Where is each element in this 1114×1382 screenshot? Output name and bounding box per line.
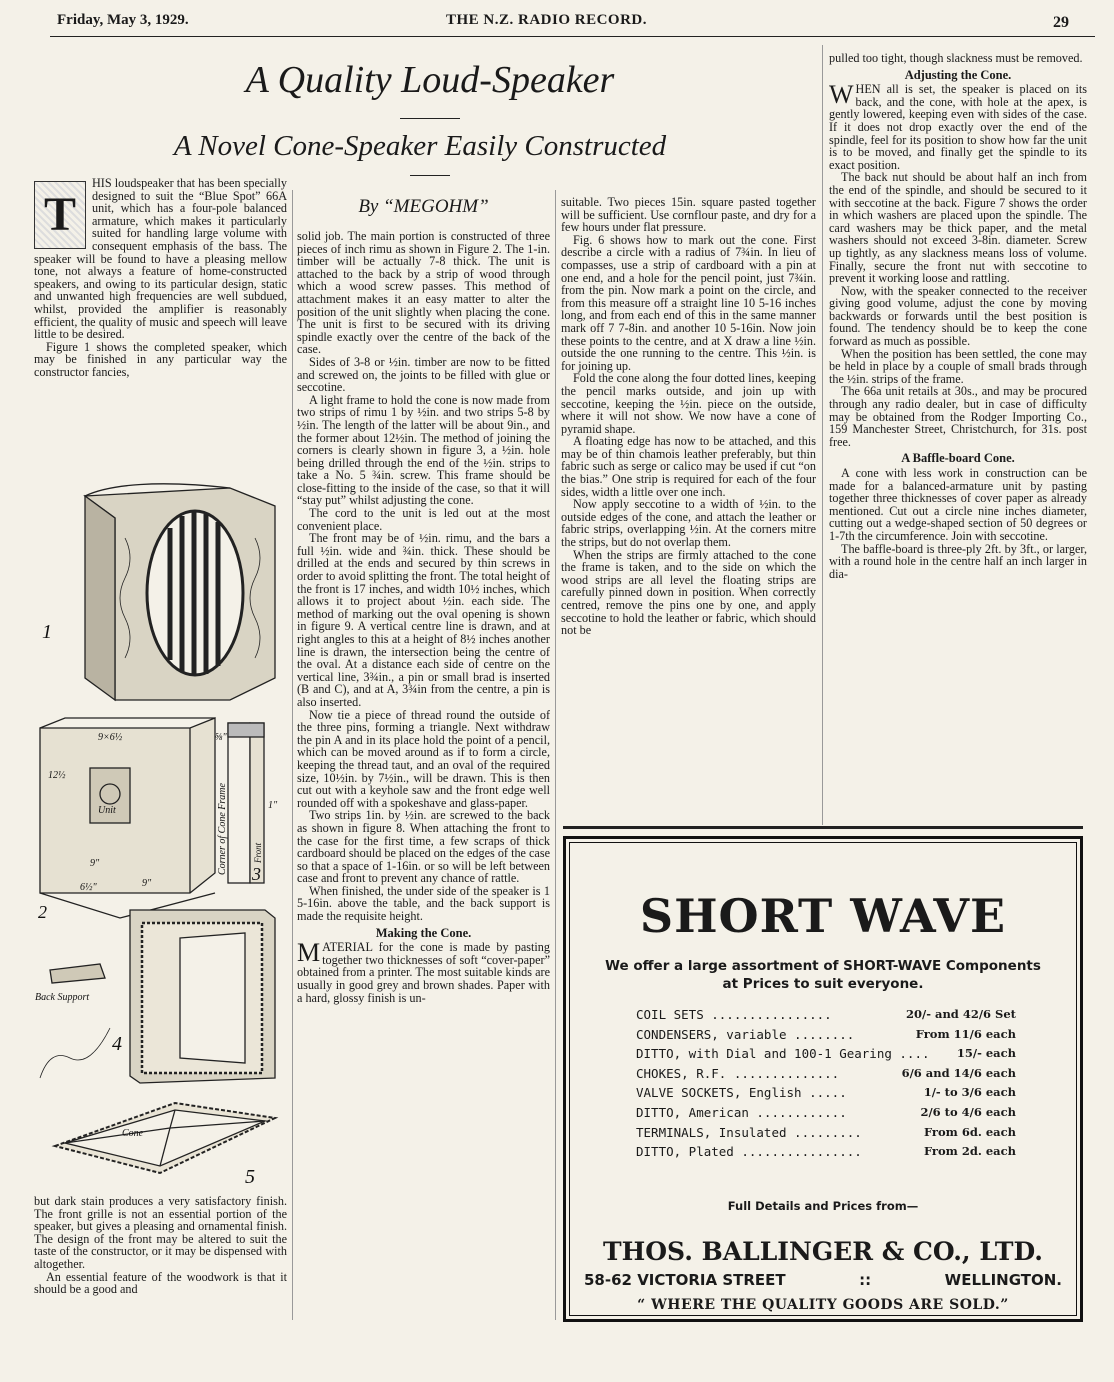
adjust-paragraph-4: When the position has been settled, the cone may be held in place by a couple of small brads through the ½in. strips of the frame. — [829, 346, 1087, 386]
price-item-price: From 11/6 each — [915, 1026, 1016, 1041]
price-item-name: TERMINALS, Insulated ......... — [636, 1124, 862, 1140]
making-cone-heading: Making the Cone. — [375, 925, 472, 940]
cone-label: Cone — [122, 1128, 144, 1139]
baffle-paragraph-1: A cone with less work in construction can be made for a balanced-armature unit by pasting together three thicknesses of cover paper as already mentioned. Cut out a circle nine inches diameter, cutting out a wedge-shaped section of 50 degrees or 1-7th the circumference. Join with seccotine. — [829, 466, 1087, 543]
ad-address — [584, 1271, 1062, 1289]
figure-3-number: 3 — [252, 864, 261, 884]
ad-headline: SHORT WAVE — [639, 889, 1007, 943]
adjusting-cone-heading: Adjusting the Cone. — [904, 67, 1012, 82]
making-paragraph: ATERIAL for the cone is made by pasting together two thicknesses of soft “cover-paper” obtained from a printer. The most suitable kinds are usually in good grey and brown shades. Paper with a hard, glossy finish is un- — [297, 940, 550, 1005]
column-1-bottom — [34, 1195, 287, 1320]
price-list-row — [636, 1046, 1016, 1066]
price-list-row — [636, 1144, 1016, 1164]
col4-continuation: pulled too tight, though slackness must be removed. — [829, 52, 1083, 65]
col3-paragraph-1: suitable. Two pieces 15in. square pasted together will be sufficient. Use cornflour paste, and dry for a few hours under flat pressure. — [561, 196, 816, 235]
figure-5-number: 5 — [245, 1166, 255, 1188]
ad-intro: We offer a large assortment of SHORT-WAVE Components at Prices to suit everyone. — [605, 958, 1041, 992]
price-item-price: From 2d. each — [923, 1144, 1016, 1159]
col3-paragraph-3: Fold the cone along the four dotted lines, keeping the pencil marks outside, and join up with seccotine, keeping the ½in. piece on the outside, where it will not show. We now have a cone of pyramid shape. — [561, 371, 816, 436]
col2-paragraph-4: The cord to the unit is led out at the most convenient place. — [297, 506, 550, 533]
dimension-58: ⅝" — [215, 732, 227, 743]
price-item-price: 6/6 and 14/6 each — [901, 1065, 1016, 1080]
dimension-9a: 9" — [90, 858, 100, 869]
adjust-dropcap: W — [829, 80, 854, 110]
column-1-top — [34, 177, 287, 487]
col3-paragraph-6: When the strips are firmly attached to the cone the frame is taken, and to the side on which the wood strips are all level the floating strips are carefully pinned down in position. When correctly centred, remove the pins one by one, and apply seccotine to hold the leather or fabric, which should not be — [561, 547, 816, 638]
dimension-12: 12½ — [48, 770, 66, 781]
adjust-paragraph-1: HEN all is set, the speaker is placed on its back, and the cone, with hole at the apex, is gently lowered, keeping even with sides of the case. If it does not drop exactly over the end of the spindle, feel for its position to show how far the unit is to be moved, and finally get the spindle to its exact position. — [829, 82, 1087, 172]
col2-paragraph-2: Sides of 3-8 or ½in. timber are now to be fitted and screwed on, the joints to be filled with glue or seccotine. — [297, 354, 550, 395]
issue-date: Friday, May 3, 1929. — [57, 12, 189, 28]
article-subtitle: A Novel Cone-Speaker Easily Constructed — [173, 130, 667, 162]
column-divider — [822, 45, 823, 825]
price-item-price: 1/- to 3/6 each — [923, 1085, 1016, 1100]
byline: By “MEGOHM” — [358, 196, 489, 217]
price-item-name: CONDENSERS, variable ........ — [636, 1026, 855, 1042]
figure-intro-paragraph: Figure 1 shows the completed speaker, which may be finished in any particular way the constructor fancies, — [34, 339, 287, 379]
title-rule — [400, 118, 460, 119]
price-list-row — [636, 1007, 1016, 1027]
ad-top-rule — [563, 826, 1083, 829]
ad-separator: :: — [859, 1271, 872, 1289]
making-dropcap: M — [297, 938, 321, 968]
baffle-paragraph-2: The baffle-board is three-ply 2ft. by 3ft., or larger, with a round hole in the centre half an inch larger in dia- — [829, 541, 1087, 581]
ornate-dropcap: T — [34, 181, 86, 249]
col3-paragraph-4: A floating edge has now to be attached, and this may be of thin chamois leather preferably, but thin fabric such as serge or calico may be used if cut “on the bias.” One strip is required for each of the four sides, width a little over one inch. — [561, 434, 816, 499]
figure-5-cone — [55, 1103, 275, 1173]
subtitle-rule — [410, 175, 450, 176]
col3-paragraph-5: Now apply seccotine to a width of ½in. to the outside edges of the cone, and attach the leather or fabric strips, overlapping ½in. At the corners mitre the strips, but do not overlap them. — [561, 497, 816, 550]
figure-1-number: 1 — [42, 621, 52, 643]
ad-city: WELLINGTON. — [944, 1271, 1062, 1289]
price-item-name: COIL SETS ................ — [636, 1007, 832, 1022]
header-rule — [50, 36, 1095, 37]
figure-2-box — [40, 718, 215, 918]
adjust-paragraph-3: Now, with the speaker connected to the receiver giving good volume, adjust the cone by moving backwards or forwards until the best position is found. The tendency should be to keep the cone forward as much as possible. — [829, 283, 1087, 349]
construction-illustration — [30, 478, 290, 1198]
price-item-name: DITTO, Plated ................ — [636, 1144, 862, 1160]
price-item-price: 2/6 to 4/6 each — [920, 1104, 1016, 1119]
figure-2-number: 2 — [38, 902, 47, 922]
col2-paragraph-7: Two strips 1in. by ½in. are screwed to the back as shown in figure 8. When attaching the front to the case for the first time, a few scraps of thick cardboard should be placed on the edges of the case so that a space of 1-16in. or so will be left between case and front to prevent any chance of rattle. — [297, 808, 550, 886]
col2-paragraph-8: When finished, the under side of the speaker is 1 5-16in. above the table, and the back support is made the requisite height. — [297, 883, 550, 924]
ad-slogan: “ WHERE THE QUALITY GOODS ARE SOLD.” — [637, 1297, 1009, 1313]
col3-paragraph-2: Fig. 6 shows how to mark out the cone. First describe a circle with a radius of 7¾in. In lieu of compasses, use a strip of cardboard with a pin at one end, and a hole for the pencil point, just 7¾in. from the pin. Now mark a point on the circle, and from this measure off a straight line 10 5-16 inches long, and from each end of this in the same manner mark off 7 7-8in. and another 10 5-16in. Now join these points to the centre, and at X draw a line ½in. outside the one running to the centre. This ½in. is for joining up. — [561, 232, 816, 373]
column-2 — [297, 230, 550, 1320]
price-item-price: 15/- each — [956, 1046, 1016, 1061]
dimension-1in: 1" — [268, 800, 278, 811]
col2-paragraph-5: The front may be of ½in. rimu, and the bars a full ½in. wide and ¾in. thick. These should be drilled at the ends and secured by thin screws in order to avoid splitting the front. The total height of the front is 17 inches, and width 10½ inches, which allows it to project about ½in. each side. The method of marking out the oval opening is shown in figure 9. A vertical centre line is drawn, and at right angles to this at a height of 8½ inches another line is drawn, the intersection being the centre of the oval. At a distance each side of centre on the vertical line, 3¾in., a pin or small brad is inserted (B and C), and at A, 3¾in from the centre, a pin is also inserted. — [297, 531, 550, 709]
price-item-price: 20/- and 42/6 Set — [906, 1007, 1016, 1021]
back-support-label: Back Support — [35, 992, 90, 1003]
masthead: THE N.Z. RADIO RECORD. — [446, 12, 648, 28]
ad-full-details: Full Details and Prices from— — [727, 1199, 919, 1213]
dimension-9x6: 9×6½ — [98, 732, 123, 743]
front-label: Front — [253, 842, 263, 863]
price-list-row — [636, 1066, 1016, 1086]
price-list-row — [636, 1125, 1016, 1145]
column-divider — [555, 190, 556, 1320]
price-list-row — [636, 1085, 1016, 1105]
price-item-name: VALVE SOCKETS, English ..... — [636, 1085, 847, 1101]
price-item-price: From 6d. each — [923, 1124, 1016, 1139]
price-list-row — [636, 1105, 1016, 1125]
figure-1-cabinet — [85, 484, 275, 700]
column-3 — [561, 196, 816, 826]
price-item-name: DITTO, with Dial and 100-1 Gearing .... — [636, 1046, 930, 1062]
col2-paragraph-3: A light frame to hold the cone is now made from two strips of rimu 1 by ½in. and two strips 5-8 by ½in. The length of the latter will be about 9in., and the former about 12½in. The method of joining the corners is clearly shown in figure 3, a ½in. hole being drilled through the end of the ½in. strips to take a No. 5 ¾in. screw. This frame should be close-fitting to the inside of the case, so that it will “stay put” whilst adjusting the cone. — [297, 392, 550, 508]
intro-paragraph: HIS loudspeaker that has been specially designed to suit the “Blue Spot” 66A unit, which has a four-pole balanced armature, which makes it particularly suited for handling large volume with consequent emphasis of the bass. The speaker will be found to have a pleasing mellow tone, not always a feature of home-constructed speakers, and owing to its particular design, static and unwanted high frequencies are well subdued, whilst, provided the amplifier is reasonably efficient, the quality of music and speech will leave little to be desired. — [34, 177, 287, 342]
price-list — [636, 1007, 1016, 1164]
ad-street: 58-62 VICTORIA STREET — [584, 1271, 786, 1289]
column-4 — [829, 52, 1087, 827]
col2-paragraph-6: Now tie a piece of thread round the outside of the three pins, forming a triangle. Next withdraw the pin A and in its place hold the point of a pencil, which can be moved around as if to form a circle, keeping the thread taut, and an oval of the required size, 10½in. by 7½in., will be drawn. This is then cut out with a keyhole saw and the front edge well rounded off with a spokeshave and glass-paper. — [297, 707, 550, 810]
finish-paragraph: but dark stain produces a very satisfactory finish. The front grille is not an essential portion of the speaker, but gives a pleasing and ornamental finish. The design of the front may be altered to suit the taste of the constructor, or it may be dispensed with altogether. — [34, 1195, 287, 1271]
ad-firm-name: THOS. BALLINGER & CO., LTD. — [603, 1237, 1043, 1266]
dimension-9b: 9" — [142, 878, 152, 889]
woodwork-paragraph: An essential feature of the woodwork is that it should be a good and — [34, 1269, 287, 1297]
adjust-paragraph-5: The 66a unit retails at 30s., and may be procured through any radio dealer, but in case of difficulty may be obtained from the Rodger Importing Co., 159 Manchester Street, Christchurch, for 31s. post free. — [829, 384, 1087, 449]
adjust-paragraph-2: The back nut should be about half an inch from the end of the spindle, and should be secured to it with seccotine at the back. Figure 7 shows the order in which washers are placed upon the spindle. The card washers may be thick paper, and the metal washers should not exceed 3-8in. diameter. Screw up tightly, as any slackness means loss of volume. Finally, secure the front nut with seccotine to prevent it working loose and rattling. — [829, 170, 1087, 286]
dimension-6: 6½" — [80, 882, 97, 893]
short-wave-advertisement — [563, 836, 1083, 1322]
col2-paragraph-1: solid job. The main portion is constructed of three pieces of inch rimu as shown in Figure 2. The 1-in. timber will be actually 7-8 thick. The unit is attached to the back by a strip of wood through which a wood screw passes. This method of attachment makes it an easy matter to alter the position of the unit slightly when placing the cone. The unit is first to be secured with its driving spindle exactly over the centre of the back of the case. — [297, 230, 550, 357]
price-list-row — [636, 1027, 1016, 1047]
unit-label: Unit — [98, 805, 116, 816]
page-number: 29 — [1053, 14, 1069, 31]
corner-label: Corner of Cone Frame — [217, 783, 228, 875]
price-item-name: CHOKES, R.F. .............. — [636, 1065, 840, 1081]
column-divider — [292, 190, 293, 1320]
figure-4-number: 4 — [112, 1033, 122, 1055]
price-item-name: DITTO, American ............ — [636, 1104, 847, 1120]
baffle-cone-heading: A Baffle-board Cone. — [901, 451, 1015, 466]
article-title: A Quality Loud-Speaker — [245, 59, 615, 101]
